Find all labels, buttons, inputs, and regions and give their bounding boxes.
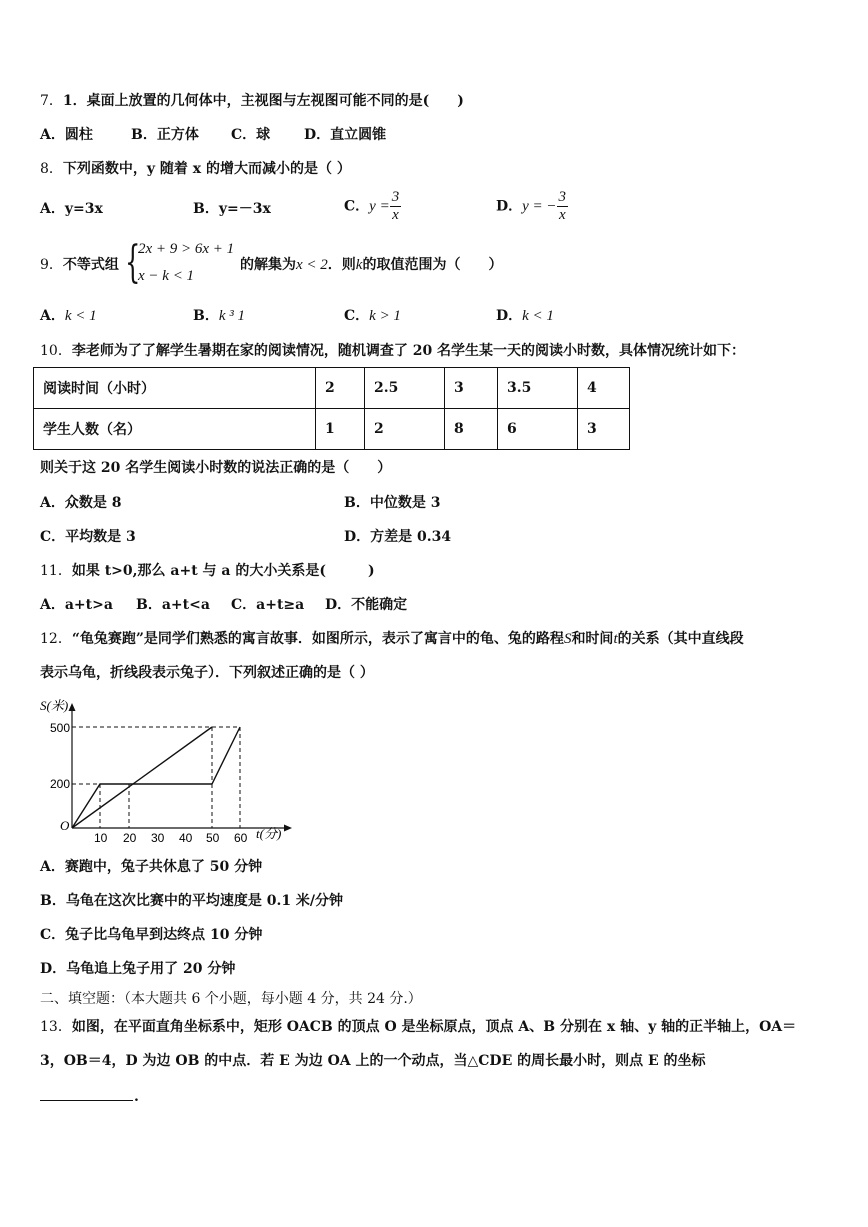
q12-stem-line2: 表示乌龟，折线段表示兔子）．下列叙述正确的是（ ）	[40, 665, 374, 681]
q9-suffix: 的取值范围为（ ）	[362, 257, 503, 273]
q9-inequality-2: x − k < 1	[138, 268, 195, 284]
table-header-cell: 阅读时间（小时）	[34, 368, 316, 409]
q12-stem-line1	[40, 630, 744, 648]
y-axis-arrow-icon	[69, 703, 76, 711]
q8-option-d-lhs: y = −	[522, 198, 557, 215]
q7-text: 1．桌面上放置的几何体中，主视图与左视图可能不同的是( )	[62, 93, 464, 109]
q12-text-a: “龟兔赛跑”是同学们熟悉的寓言故事．如图所示，表示了寓言中的龟、兔的路程	[71, 631, 564, 647]
x-tick-10: 10	[94, 831, 108, 845]
q10-text: 李老师为了了解学生暑期在家的阅读情况，随机调查了 20 名学生某一天的阅读小时数，具体情况统计如下：	[71, 343, 746, 359]
option-label: D．	[496, 308, 523, 324]
q9-inequality-1: 2x + 9 > 6x + 1	[138, 241, 235, 257]
q9-mid2: ．则	[327, 257, 356, 273]
left-brace-icon: {	[125, 237, 141, 288]
table-cell: 2	[365, 409, 445, 450]
q10-option-c: C．平均数是 3	[40, 529, 136, 545]
q9-mid: 的解集为	[240, 257, 296, 273]
option-math: k < 1	[64, 308, 97, 324]
x-tick-60: 60	[234, 831, 248, 845]
q13-stem-line2: 3，OB＝4，D 为边 OB 的中点．若 E 为边 OA 上的一个动点，当△CDE 的周长最小时，则点 E 的坐标	[40, 1053, 706, 1069]
table-cell: 3	[578, 409, 630, 450]
q9-condition: x < 2	[296, 257, 328, 273]
q9-stem-prefix	[40, 256, 119, 274]
table-cell: 2	[316, 368, 365, 409]
q9-stem-rest	[240, 256, 502, 274]
table-cell: 2.5	[365, 368, 445, 409]
q7-option-c: C．球	[231, 127, 271, 143]
option-label: A．	[40, 308, 65, 324]
fraction-numerator: 3	[391, 189, 400, 205]
q13-end-period: .	[134, 1089, 139, 1105]
q10-question: 则关于这 20 名学生阅读小时数的说法正确的是（ ）	[40, 460, 392, 476]
q11-option-d: D．不能确定	[325, 597, 408, 613]
q12-text-c: 的关系（其中直线段	[617, 631, 744, 647]
q12-var-t: t	[613, 631, 618, 647]
q12-option-b: B．乌龟在这次比赛中的平均速度是 0.1 米/分钟	[40, 893, 344, 909]
q12-number: 12．	[40, 631, 72, 647]
x-axis-arrow-icon	[284, 825, 292, 832]
table-row	[34, 409, 630, 450]
table-cell: 3.5	[498, 368, 578, 409]
q7-option-b: B．正方体	[131, 127, 199, 143]
q13-number: 13．	[40, 1019, 72, 1035]
q7-number: 7．	[40, 93, 63, 109]
answer-blank[interactable]	[40, 1100, 133, 1101]
q9-option-a	[40, 307, 97, 325]
q11-option-a: A．a+t>a	[40, 597, 113, 613]
q10-option-d: D．方差是 0.34	[344, 529, 452, 545]
q8-option-c-fraction	[390, 189, 402, 224]
q12-option-a: A．赛跑中，兔子共休息了 50 分钟	[40, 859, 263, 875]
option-math: k > 1	[369, 308, 401, 324]
q8-option-d-fraction	[557, 189, 569, 224]
option-label: B．	[193, 308, 219, 324]
option-math: k < 1	[522, 308, 554, 324]
table-cell: 8	[445, 409, 498, 450]
y-tick-500: 500	[50, 721, 71, 735]
fraction-denominator: x	[558, 207, 566, 223]
rabbit-line	[72, 727, 240, 828]
q9-option-d	[496, 307, 554, 325]
race-distance-time-graph	[38, 698, 298, 846]
q10-option-b: B．中位数是 3	[344, 495, 441, 511]
q12-option-c: C．兔子比乌龟早到达终点 10 分钟	[40, 927, 263, 943]
q11-option-b: B．a+t<a	[136, 597, 210, 613]
table-header-cell: 学生人数（名）	[34, 409, 316, 450]
q12-option-d: D．乌龟追上兔子用了 20 分钟	[40, 961, 236, 977]
table-cell: 3	[445, 368, 498, 409]
reading-hours-table	[33, 367, 630, 450]
table-cell: 4	[578, 368, 630, 409]
q13-stem-line1	[40, 1018, 796, 1036]
x-tick-50: 50	[206, 831, 220, 845]
y-tick-200: 200	[50, 777, 71, 791]
q10-number: 10．	[40, 343, 72, 359]
q7-option-a: A．圆柱	[40, 127, 93, 143]
q8-option-d-label: D．	[496, 198, 523, 215]
section-2-title: 二、填空题：（本大题共 6 个小题，每小题 4 分，共 24 分.）	[40, 991, 422, 1007]
q11-number: 11．	[40, 563, 72, 579]
q8-option-d	[496, 189, 568, 224]
q10-stem	[40, 342, 745, 360]
table-row	[34, 368, 630, 409]
table-cell: 1	[316, 409, 365, 450]
option-label: C．	[344, 308, 370, 324]
q8-option-c-lhs: y =	[369, 198, 390, 215]
fraction-denominator: x	[392, 207, 399, 223]
q9-prefix: 不等式组	[62, 257, 119, 273]
q8-option-c-label: C．	[344, 198, 370, 215]
q7-stem	[40, 92, 464, 110]
q8-option-c	[344, 189, 401, 224]
q9-option-c	[344, 307, 401, 325]
q11-stem	[40, 562, 375, 580]
q11-option-c: C．a+t≥a	[231, 597, 305, 613]
tortoise-line	[72, 727, 212, 828]
option-math: k ³ 1	[218, 308, 245, 324]
q13-text-1: 如图，在平面直角坐标系中，矩形 OACB 的顶点 O 是坐标原点，顶点 A、B 分别在 x 轴、y 轴的正半轴上，OA＝	[71, 1019, 797, 1035]
x-tick-30: 30	[151, 831, 165, 845]
x-axis-label: t(分)	[256, 826, 282, 841]
q8-option-b: B．y=－3x	[193, 201, 271, 217]
q12-var-s: S	[563, 631, 572, 647]
q8-text: 下列函数中，y 随着 x 的增大而减小的是（ ）	[62, 161, 351, 177]
q9-option-b	[193, 307, 245, 325]
y-axis-label: S(米)	[40, 698, 69, 713]
q8-stem	[40, 160, 351, 178]
q11-text: 如果 t>0,那么 a+t 与 a 的大小关系是( )	[71, 563, 375, 579]
fraction-numerator: 3	[558, 189, 567, 205]
q9-var: k	[355, 257, 363, 273]
x-tick-40: 40	[179, 831, 193, 845]
x-tick-20: 20	[123, 831, 137, 845]
q8-option-a: A．y=3x	[40, 201, 103, 217]
q8-number: 8．	[40, 161, 63, 177]
table-cell: 6	[498, 409, 578, 450]
q10-option-a: A．众数是 8	[40, 495, 122, 511]
q9-number: 9．	[40, 257, 63, 273]
q7-option-d: D．直立圆锥	[304, 127, 387, 143]
origin-label: O	[60, 818, 70, 833]
q12-text-b: 和时间	[571, 631, 614, 647]
